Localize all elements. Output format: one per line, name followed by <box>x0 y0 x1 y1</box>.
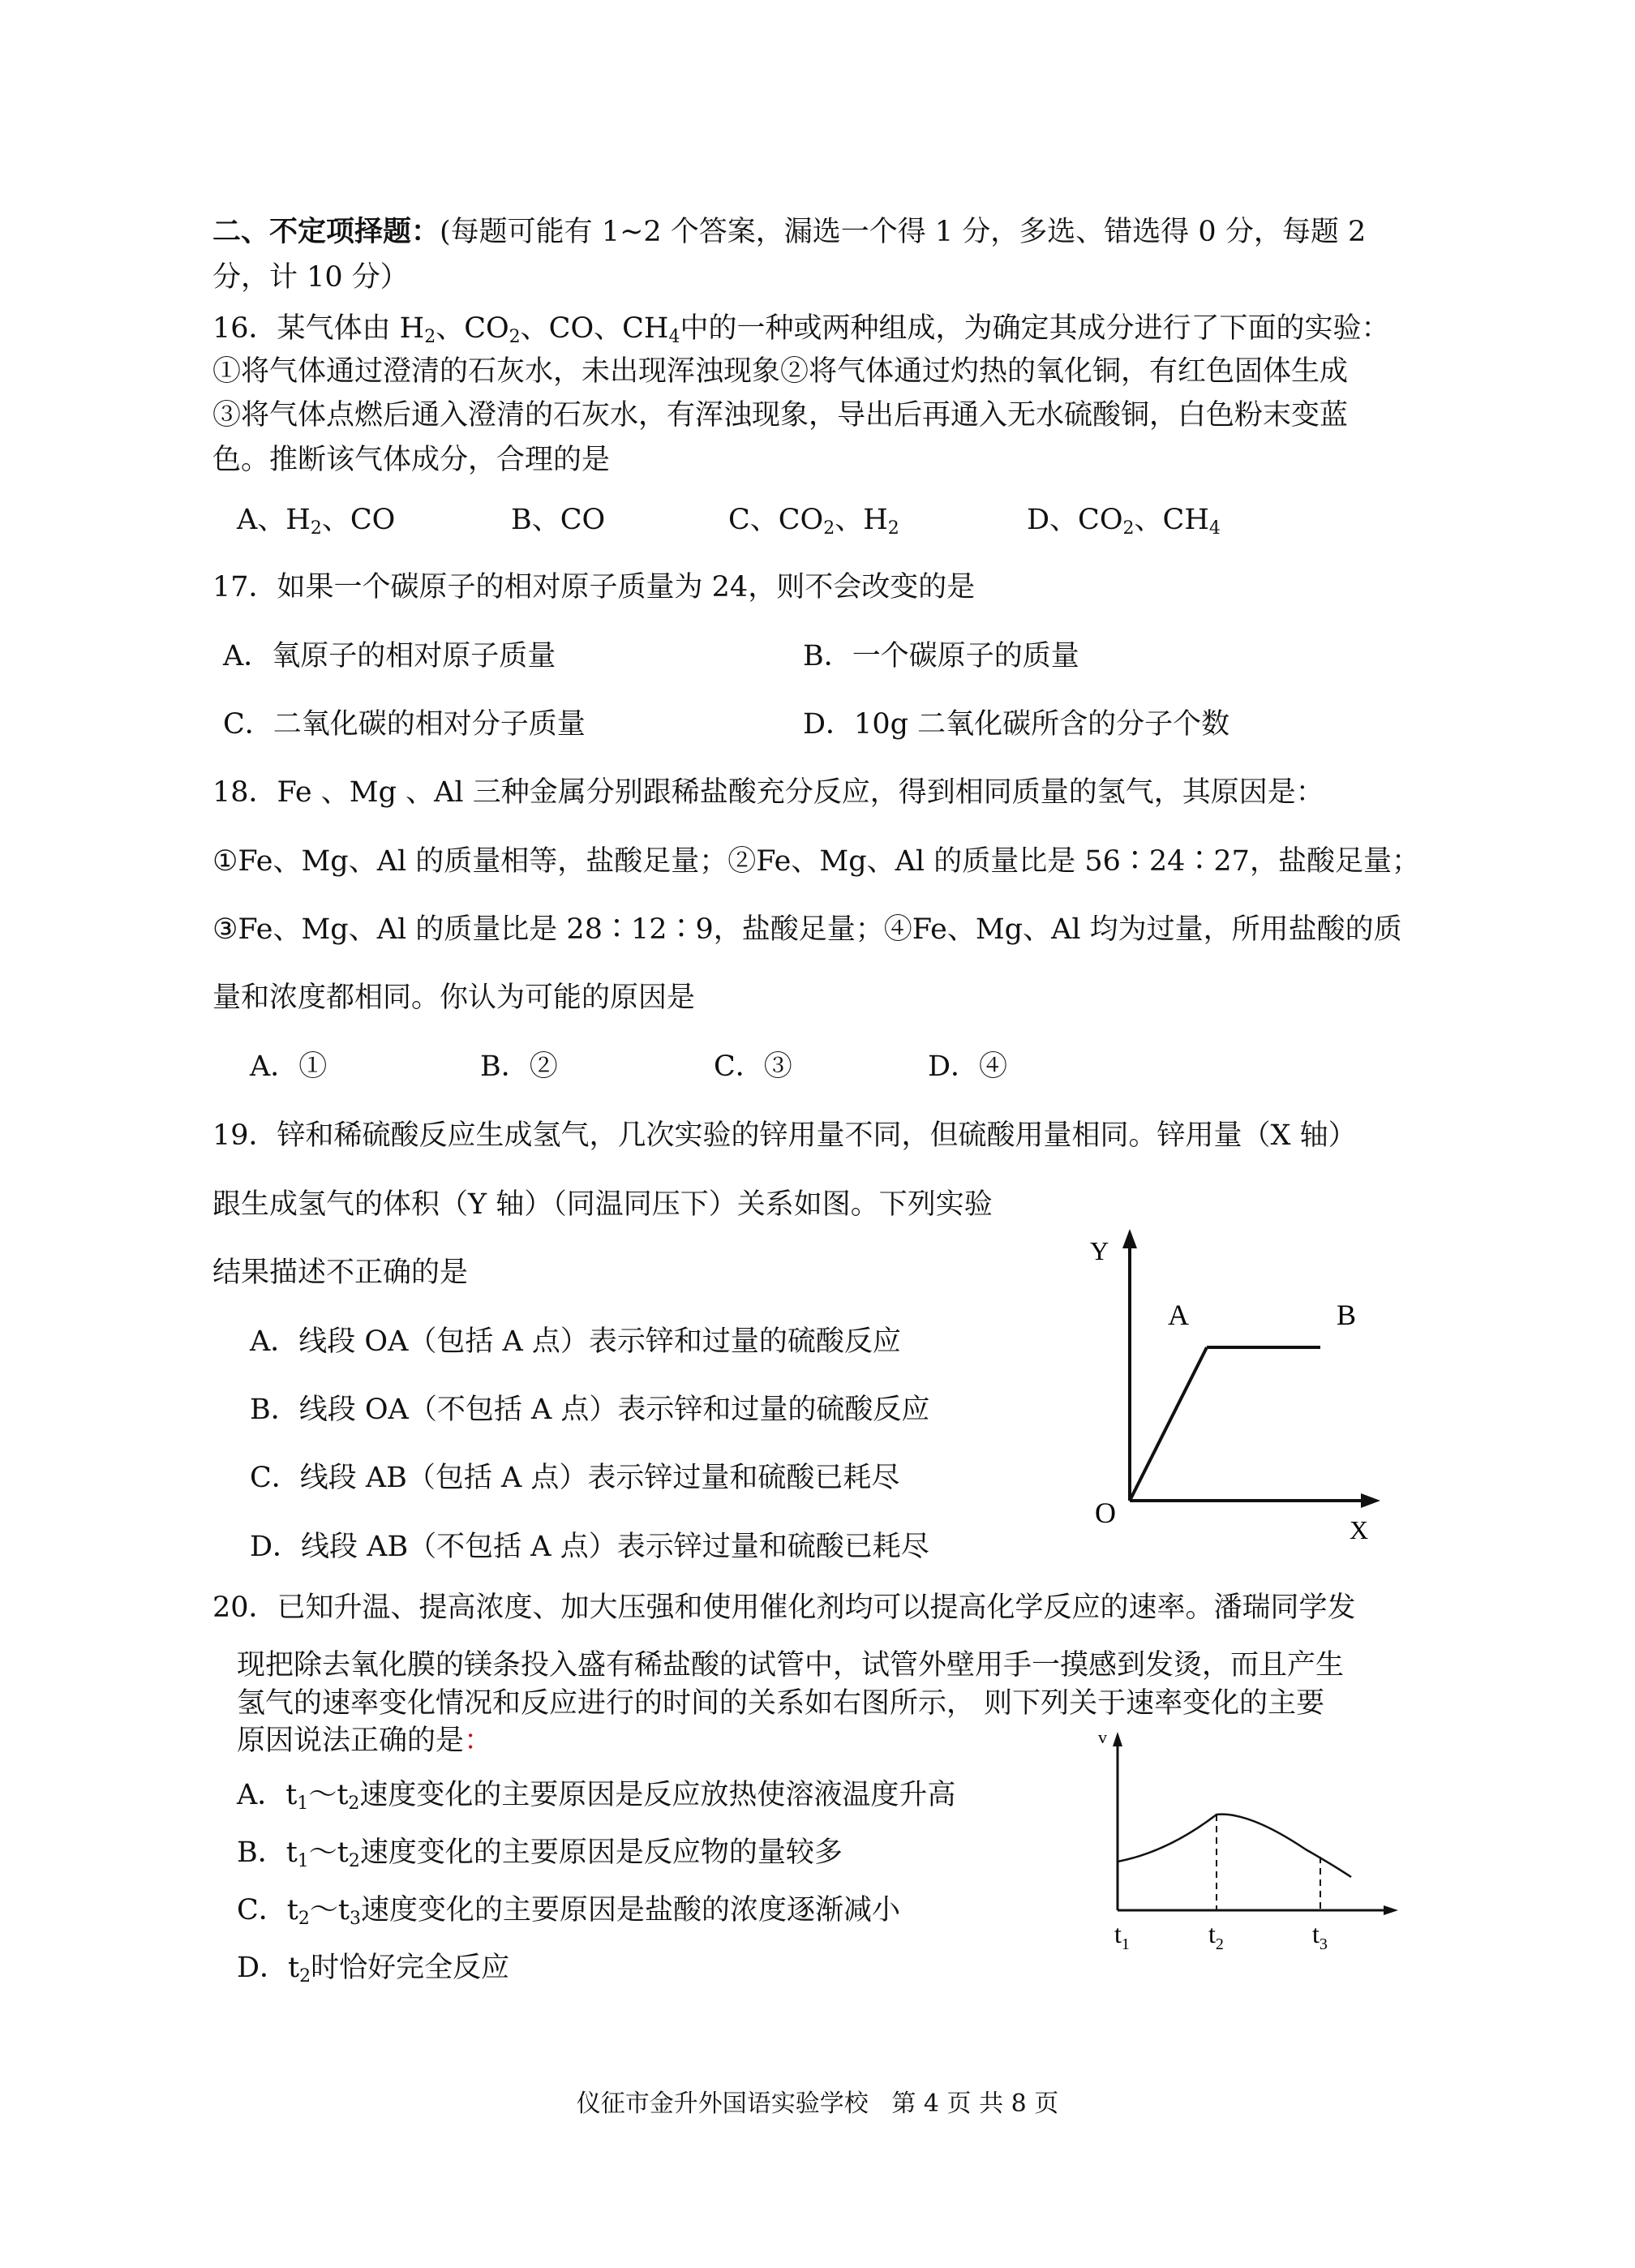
footer-page-number: 第 4 页 共 8 页 <box>891 2090 1059 2118</box>
q20-rate-curve <box>1118 1815 1351 1877</box>
q20-option-a: A．$t_1\sim t_2$速度变化的主要原因是反应放热使溶液温度升高 <box>237 1779 956 1814</box>
section-header-line1 <box>212 214 1366 250</box>
q19-segment-oa <box>1130 1347 1207 1501</box>
section-header-line2: 分，计 10 分） <box>212 261 409 294</box>
q18-line4: 量和浓度都相同。你认为可能的原因是 <box>212 982 696 1014</box>
q20-line3: 氢气的速率变化情况和反应进行的时间的关系如右图所示， 则下列关于速率变化的主要 <box>237 1687 1325 1720</box>
q18-line3: ③Fe、Mg、Al 的质量比是 28∶12∶9，盐酸足量；④Fe、Mg、Al 均为过量，所用盐酸的质 <box>212 913 1402 946</box>
section-desc-1: (每题可能有 1~2 个答案，漏选一个得 1 分，多选、错选得 0 分，每题 2 <box>440 216 1367 248</box>
q19-y-label: Y <box>1090 1236 1109 1265</box>
q18-option-a: A．① <box>250 1050 328 1083</box>
q20-option-c: C．$t_2\sim t_3$速度变化的主要原因是盐酸的浓度逐渐减小 <box>237 1894 900 1929</box>
q16-line2: ①将气体通过澄清的石灰水，未出现浑浊现象②将气体通过灼热的氧化铜，有红色固体生成 <box>212 355 1349 388</box>
q16-option-a: A、$H_2$、CO <box>237 504 396 539</box>
q17-option-a: A．氧原子的相对原子质量 <box>223 640 556 672</box>
q19-option-d: D．线段 AB（不包括 A 点）表示锌过量和硫酸已耗尽 <box>250 1531 929 1563</box>
q17-stem: 17．如果一个碳原子的相对原子质量为 24，则不会改变的是 <box>212 571 976 604</box>
q18-option-c: C．③ <box>714 1050 792 1083</box>
q20-line1: 20．已知升温、提高浓度、加大压强和使用催化剂均可以提高化学反应的速率。潘瑞同学发 <box>212 1591 1356 1624</box>
q17-option-d: D．10g 二氧化碳所含的分子个数 <box>803 708 1230 741</box>
q20-line2: 现把除去氧化膜的镁条投入盛有稀盐酸的试管中，试管外壁用手一摸感到发烫，而且产生 <box>237 1649 1345 1682</box>
section-title: 二、不定项择题： <box>212 215 440 248</box>
q20-red-colon: ： <box>464 1725 493 1757</box>
q19-option-a: A．线段 OA（包括 A 点）表示锌和过量的硫酸反应 <box>250 1325 901 1358</box>
q18-stem: 18．Fe 、Mg 、Al 三种金属分别跟稀盐酸充分反应，得到相同质量的氢气，其原因是： <box>212 776 1324 809</box>
footer-school: 仪征市金升外国语实验学校 <box>576 2090 869 2118</box>
q20-t-arrow <box>1384 1905 1398 1915</box>
q20-option-b: B．$t_1\sim t_2$速度变化的主要原因是反应物的量较多 <box>237 1836 843 1871</box>
q19-y-arrow <box>1122 1229 1137 1248</box>
q18-option-b: B．② <box>480 1050 558 1083</box>
q18-line2: ①Fe、Mg、Al 的质量相等，盐酸足量；②Fe、Mg、Al 的质量比是 56∶24∶27，盐酸足量； <box>212 845 1420 878</box>
q18-option-d: D．④ <box>928 1050 1008 1083</box>
q17-option-c: C．二氧化碳的相对分子质量 <box>223 708 586 741</box>
q20-t1-label: $t_1$ <box>1114 1919 1130 1953</box>
q19-line1: 19．锌和稀硫酸反应生成氢气，几次实验的锌用量不同，但硫酸用量相同。锌用量（X 轴） <box>212 1119 1357 1152</box>
page-footer <box>0 2088 1635 2120</box>
q20-t3-label: $t_3$ <box>1312 1919 1328 1953</box>
q19-graph <box>1079 1221 1403 1545</box>
q19-point-b-label: B <box>1337 1299 1357 1331</box>
q19-option-c: C．线段 AB（包括 A 点）表示锌过量和硫酸已耗尽 <box>250 1462 900 1494</box>
q19-origin-label: O <box>1095 1497 1116 1529</box>
q16-stem: 16．某气体由 $H_2$、$CO_2$、CO、$CH_4$中的一种或两种组成，为确定其成分进行了下面的实验： <box>212 312 1390 347</box>
q16-line3: ③将气体点燃后通入澄清的石灰水，有浑浊现象，导出后再通入无水硫酸铜，白色粉末变蓝 <box>212 399 1349 432</box>
q20-v-label: v <box>1098 1727 1107 1747</box>
q19-x-label: X <box>1350 1515 1369 1544</box>
q20-v-arrow <box>1113 1732 1122 1746</box>
q19-point-a-label: A <box>1168 1299 1189 1331</box>
q19-line2: 跟生成氢气的体积（Y 轴）（同温同压下）关系如图。下列实验 <box>212 1188 993 1221</box>
q19-option-b: B．线段 OA（不包括 A 点）表示锌和过量的硫酸反应 <box>250 1394 930 1426</box>
q17-option-b: B．一个碳原子的质量 <box>803 640 1079 672</box>
q16-option-c: C、$CO_2$、$H_2$ <box>728 504 899 539</box>
q19-x-arrow <box>1361 1493 1380 1508</box>
q16-option-d: D、$CO_2$、$CH_4$ <box>1027 504 1221 539</box>
q20-line4: 原因说法正确的是： <box>237 1725 493 1757</box>
q20-t2-label: $t_2$ <box>1208 1919 1224 1953</box>
q16-line4: 色。推断该气体成分，合理的是 <box>212 444 611 476</box>
q20-graph <box>1095 1716 1419 1975</box>
q19-line3: 结果描述不正确的是 <box>212 1256 469 1289</box>
q20-option-d: D．$t_2$时恰好完全反应 <box>237 1952 510 1987</box>
q16-option-b: B、CO <box>511 504 606 536</box>
